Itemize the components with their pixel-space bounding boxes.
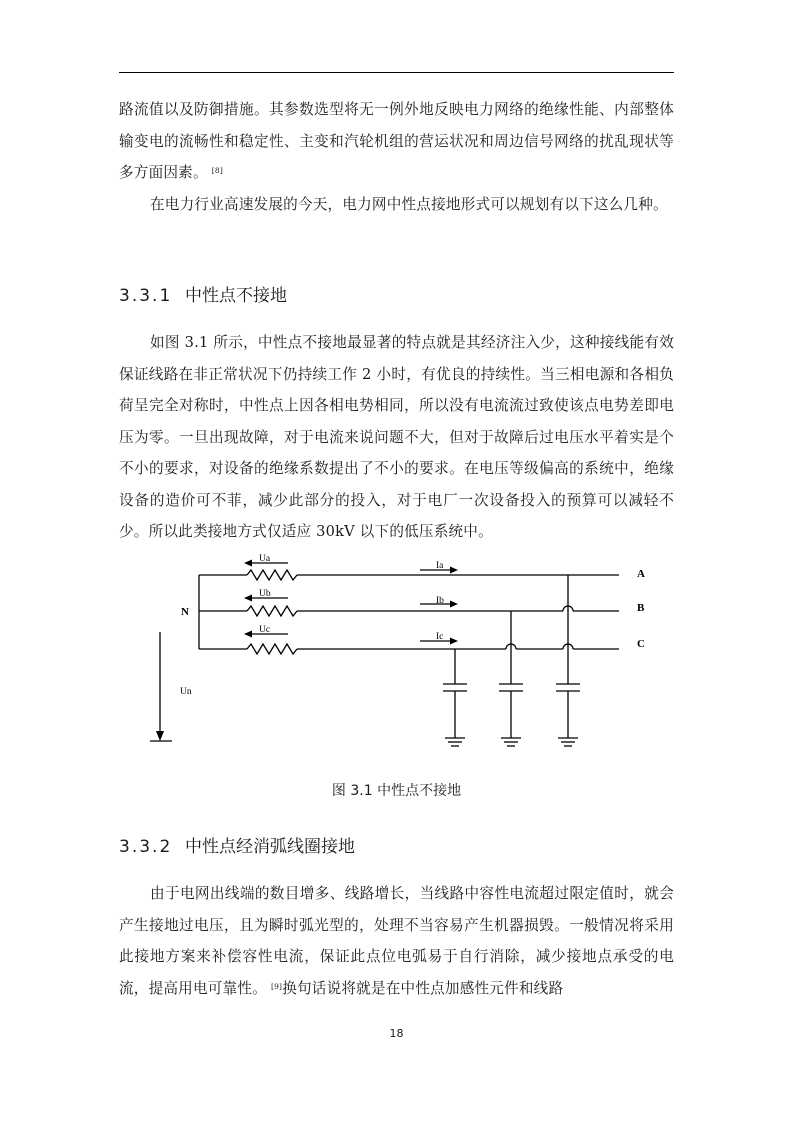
paragraph-4-continuation: 换句话说将就是在中性点加感性元件和线路 [282,979,564,997]
section-number: 3.3.2 [119,837,173,857]
section-heading-3-3-2 [119,832,355,857]
section-title: 中性点不接地 [185,286,287,306]
paragraph-4 [119,878,674,1004]
figure-caption: 图 3.1 中性点不接地 [331,783,462,799]
section-title: 中性点经消弧线圈接地 [185,837,355,857]
paragraph-3: 如图 3.1 所示，中性点不接地最显著的特点就是其经济注入少，这种接线能有效保证线路在非正常状况下仍持续工作 2 小时，有优良的持续性。当三相电源和各相负荷呈完全对称时，中性点上因各相电势相同，所以没有电流流过致使该点电势差即电压为零。一旦出现故障，对于电流来说问题不大，但对于故障后过电压水平着实是个不小的要求，对设备的绝缘系数提出了不小的要求。在电压等级偏高的系统中，绝缘设备的造价可不菲，减少此部分的投入，对于电厂一次设备投入的预算可以减轻不少。所以此类接地方式仅适应 30kV 以下的低压系统中。 [119,334,674,540]
citation-9: [9] [270,981,283,991]
section-number: 3.3.1 [119,286,173,306]
resistor-c [247,644,297,654]
un-label: Un [180,687,192,697]
paragraph-4-text: 由于电网出线端的数目增多、线路增长，当线路中容性电流超过限定值时，就会产生接地过电压，且为瞬时弧光型的，处理不当容易产生机器损毁。一般情况将采用此接地方案来补偿容性电流，保证此点位电弧易于自行消除，减少接地点承受的电流，提高用电可靠性。 [119,885,674,997]
page-number: 18 [389,1027,404,1040]
ua-label: Ua [259,554,271,564]
paragraph-2: 在电力行业高速发展的今天，电力网中性点接地形式可以规划有以下这么几种。 [150,196,668,213]
ib-label: Ib [436,596,444,606]
ub-label: Ub [259,589,271,599]
phase-c-label: C [637,638,645,650]
neutral-label: N [181,606,189,618]
ia-label: Ia [436,561,444,571]
citation-8: [8] [211,166,223,175]
ic-label: Ic [436,632,444,642]
phase-b-label: B [637,602,645,614]
resistor-a [247,570,297,580]
resistor-b [247,606,297,616]
paragraph-1-text: 路流值以及防御措施。其参数选型将无一例外地反映电力网络的绝缘性能、内部整体输变电的流畅性和稳定性、主变和汽轮机组的营运状况和周边信号网络的扰乱现状等多方面因素。 [119,101,674,181]
uc-label: Uc [259,625,271,635]
phase-a-label: A [637,568,645,580]
